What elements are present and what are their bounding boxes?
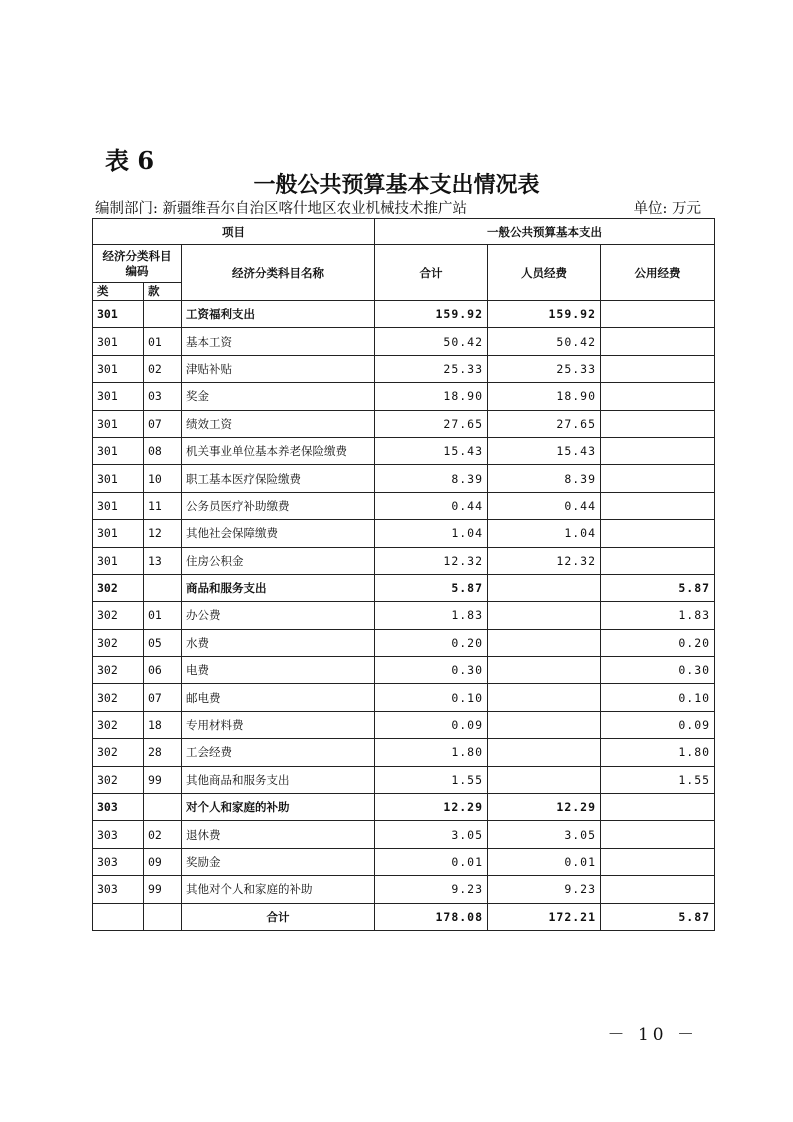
cell-name: 绩效工资 <box>182 410 375 437</box>
header-budget-group: 一般公共预算基本支出 <box>375 219 715 245</box>
table-row <box>93 410 715 437</box>
cell-total: 1.80 <box>375 739 488 766</box>
page-number: － 10 － <box>607 1025 698 1045</box>
cell-total: 27.65 <box>375 410 488 437</box>
table-row <box>93 437 715 464</box>
cell-name: 对个人和家庭的补助 <box>182 794 375 821</box>
cell-name: 退休费 <box>182 821 375 848</box>
cell-total: 18.90 <box>375 383 488 410</box>
cell-personnel: 9.23 <box>488 876 601 903</box>
total-personnel: 172.21 <box>488 903 601 930</box>
table-row <box>93 794 715 821</box>
cell-public: 0.09 <box>601 711 715 738</box>
table-row <box>93 547 715 574</box>
cell-public <box>601 848 715 875</box>
cell-class: 301 <box>93 355 144 382</box>
header-econ-name: 经济分类科目名称 <box>182 245 375 301</box>
table-row <box>93 301 715 328</box>
total-public: 5.87 <box>601 903 715 930</box>
table-row <box>93 383 715 410</box>
cell-class: 302 <box>93 739 144 766</box>
cell-public <box>601 821 715 848</box>
cell-personnel: 15.43 <box>488 437 601 464</box>
total-row <box>93 903 715 930</box>
cell-name: 水费 <box>182 629 375 656</box>
cell-class: 301 <box>93 520 144 547</box>
cell-name: 专用材料费 <box>182 711 375 738</box>
cell-public <box>601 794 715 821</box>
cell-personnel <box>488 711 601 738</box>
cell-public <box>601 383 715 410</box>
table-row <box>93 821 715 848</box>
header-row-2 <box>93 245 715 283</box>
cell-name: 商品和服务支出 <box>182 574 375 601</box>
cell-total: 1.04 <box>375 520 488 547</box>
cell-name: 公务员医疗补助缴费 <box>182 492 375 519</box>
cell-public: 1.80 <box>601 739 715 766</box>
cell-total: 12.32 <box>375 547 488 574</box>
cell-public: 0.10 <box>601 684 715 711</box>
cell-class: 301 <box>93 410 144 437</box>
cell-name: 工会经费 <box>182 739 375 766</box>
unit-label: 单位: 万元 <box>633 201 701 217</box>
cell-public: 0.30 <box>601 657 715 684</box>
cell-personnel: 50.42 <box>488 328 601 355</box>
cell-total: 0.44 <box>375 492 488 519</box>
cell-total: 15.43 <box>375 437 488 464</box>
meta-row <box>95 197 701 217</box>
cell-section: 01 <box>144 328 182 355</box>
header-personnel: 人员经费 <box>488 245 601 301</box>
cell-name: 其他商品和服务支出 <box>182 766 375 793</box>
table-row <box>93 602 715 629</box>
cell-total: 1.55 <box>375 766 488 793</box>
cell-personnel: 12.32 <box>488 547 601 574</box>
cell-section <box>144 301 182 328</box>
cell-personnel <box>488 574 601 601</box>
cell-name: 办公费 <box>182 602 375 629</box>
cell-name: 奖金 <box>182 383 375 410</box>
cell-section <box>144 574 182 601</box>
cell-name: 电费 <box>182 657 375 684</box>
header-public: 公用经费 <box>601 245 715 301</box>
cell-section: 05 <box>144 629 182 656</box>
cell-class: 302 <box>93 711 144 738</box>
cell-class: 302 <box>93 602 144 629</box>
cell-section <box>144 794 182 821</box>
header-total: 合计 <box>375 245 488 301</box>
table-row <box>93 355 715 382</box>
cell-public <box>601 328 715 355</box>
cell-class: 301 <box>93 492 144 519</box>
cell-name: 邮电费 <box>182 684 375 711</box>
cell-public <box>601 465 715 492</box>
cell-name: 奖励金 <box>182 848 375 875</box>
cell-personnel <box>488 602 601 629</box>
table-row <box>93 574 715 601</box>
cell-section: 12 <box>144 520 182 547</box>
cell-public <box>601 876 715 903</box>
table-row <box>93 629 715 656</box>
cell-class: 303 <box>93 848 144 875</box>
cell-section: 99 <box>144 766 182 793</box>
cell-public <box>601 410 715 437</box>
cell-total: 0.01 <box>375 848 488 875</box>
cell-name: 其他对个人和家庭的补助 <box>182 876 375 903</box>
cell-personnel <box>488 766 601 793</box>
table-row <box>93 684 715 711</box>
cell-class: 302 <box>93 574 144 601</box>
cell-class: 303 <box>93 794 144 821</box>
header-item: 项目 <box>93 219 375 245</box>
cell-total: 0.20 <box>375 629 488 656</box>
cell-public <box>601 520 715 547</box>
cell-class: 301 <box>93 328 144 355</box>
cell-public: 1.55 <box>601 766 715 793</box>
cell-personnel: 0.44 <box>488 492 601 519</box>
cell-personnel <box>488 739 601 766</box>
table-label: 表 6 <box>105 146 155 175</box>
cell-personnel: 25.33 <box>488 355 601 382</box>
cell-class: 303 <box>93 876 144 903</box>
cell-section: 99 <box>144 876 182 903</box>
cell-name: 其他社会保障缴费 <box>182 520 375 547</box>
cell-name: 基本工资 <box>182 328 375 355</box>
cell-section: 02 <box>144 821 182 848</box>
cell-personnel: 18.90 <box>488 383 601 410</box>
cell-section: 10 <box>144 465 182 492</box>
cell-public <box>601 492 715 519</box>
table-row <box>93 876 715 903</box>
cell-total: 0.10 <box>375 684 488 711</box>
cell-personnel: 0.01 <box>488 848 601 875</box>
cell-section: 13 <box>144 547 182 574</box>
table-row <box>93 739 715 766</box>
cell-personnel: 8.39 <box>488 465 601 492</box>
cell-section: 07 <box>144 410 182 437</box>
cell-total: 12.29 <box>375 794 488 821</box>
cell-public <box>601 547 715 574</box>
cell-personnel: 1.04 <box>488 520 601 547</box>
cell-personnel <box>488 657 601 684</box>
header-row-1 <box>93 219 715 245</box>
table-row <box>93 848 715 875</box>
total-label: 合计 <box>182 903 375 930</box>
table-row <box>93 520 715 547</box>
cell-personnel <box>488 684 601 711</box>
cell-class: 301 <box>93 301 144 328</box>
cell-total: 1.83 <box>375 602 488 629</box>
cell-section: 07 <box>144 684 182 711</box>
budget-table-body <box>93 219 715 931</box>
header-section: 款 <box>144 283 182 301</box>
cell-section: 06 <box>144 657 182 684</box>
cell-public: 1.83 <box>601 602 715 629</box>
header-class: 类 <box>93 283 144 301</box>
cell-personnel: 27.65 <box>488 410 601 437</box>
cell-section: 09 <box>144 848 182 875</box>
cell-section: 11 <box>144 492 182 519</box>
cell-name: 津贴补贴 <box>182 355 375 382</box>
cell-name: 职工基本医疗保险缴费 <box>182 465 375 492</box>
cell-section: 02 <box>144 355 182 382</box>
cell-section: 08 <box>144 437 182 464</box>
cell-class: 302 <box>93 629 144 656</box>
table-row <box>93 465 715 492</box>
cell-public <box>601 437 715 464</box>
cell-class: 301 <box>93 465 144 492</box>
cell-total: 25.33 <box>375 355 488 382</box>
total-sum: 178.08 <box>375 903 488 930</box>
cell-total: 8.39 <box>375 465 488 492</box>
cell-total: 9.23 <box>375 876 488 903</box>
cell-class: 303 <box>93 821 144 848</box>
cell-section: 18 <box>144 711 182 738</box>
table-row <box>93 492 715 519</box>
cell-class: 302 <box>93 657 144 684</box>
cell-section: 03 <box>144 383 182 410</box>
cell-class: 302 <box>93 766 144 793</box>
table-row <box>93 328 715 355</box>
cell-class: 302 <box>93 684 144 711</box>
cell-section: 01 <box>144 602 182 629</box>
table-row <box>93 766 715 793</box>
cell-name: 住房公积金 <box>182 547 375 574</box>
cell-total: 0.30 <box>375 657 488 684</box>
cell-total: 50.42 <box>375 328 488 355</box>
page-title: 一般公共预算基本支出情况表 <box>253 172 540 198</box>
cell-public: 0.20 <box>601 629 715 656</box>
cell-public <box>601 301 715 328</box>
cell-class: 301 <box>93 547 144 574</box>
cell-public <box>601 355 715 382</box>
cell-empty <box>93 903 144 930</box>
cell-public: 5.87 <box>601 574 715 601</box>
cell-total: 3.05 <box>375 821 488 848</box>
cell-empty <box>144 903 182 930</box>
cell-name: 机关事业单位基本养老保险缴费 <box>182 437 375 464</box>
cell-personnel: 3.05 <box>488 821 601 848</box>
cell-total: 159.92 <box>375 301 488 328</box>
cell-personnel: 159.92 <box>488 301 601 328</box>
table-row <box>93 711 715 738</box>
cell-name: 工资福利支出 <box>182 301 375 328</box>
cell-section: 28 <box>144 739 182 766</box>
budget-table <box>92 218 715 931</box>
department-label: 编制部门: 新疆维吾尔自治区喀什地区农业机械技术推广站 <box>95 201 467 217</box>
header-econ-code: 经济分类科目编码 <box>93 245 182 283</box>
table-row <box>93 657 715 684</box>
cell-personnel: 12.29 <box>488 794 601 821</box>
cell-personnel <box>488 629 601 656</box>
cell-total: 5.87 <box>375 574 488 601</box>
cell-class: 301 <box>93 383 144 410</box>
cell-class: 301 <box>93 437 144 464</box>
cell-total: 0.09 <box>375 711 488 738</box>
